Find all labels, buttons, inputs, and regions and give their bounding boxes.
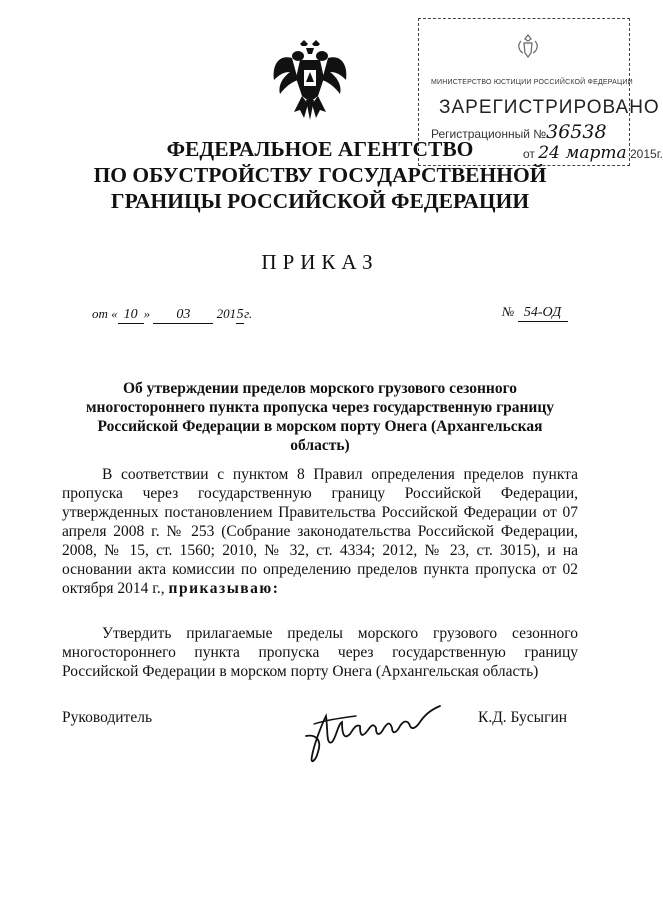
order-date [92, 306, 252, 324]
paragraph-1-text: В соответствии с пунктом 8 Правил определения пределов пункта пропуска через государственную границу Российской Федерации, утвержденных постановлением Правительства Российской Федерации от 07 апреля 2008 г. № 253 (Собрание законодательства Российской Федерации, 2008, № 15, ст. 1560; 2010, № 32, ст. 4334; 2012, № 23, ст. 3015), и на основании акта комиссии по определению пределов пункта пропуска от 02 октября 2014 г., [62, 466, 578, 597]
stamp-year: 2015г. [630, 147, 663, 161]
number-value: 54-ОД [518, 305, 568, 322]
date-month: 03 [153, 307, 213, 324]
date-day: 10 [118, 307, 144, 324]
signatory-name: К.Д. Бусыгин [478, 709, 568, 726]
paragraph-2-text: Утвердить прилагаемые пределы морского грузового сезонного многостороннего пункта пропуска через государственную границу Российской Федерации в морском порту Онега (Архангельская область) [62, 625, 578, 680]
agency-line-2: ПО ОБУСТРОЙСТВУ ГОСУДАРСТВЕННОЙ [93, 163, 547, 187]
order-subject: Об утверждении пределов морского грузового сезонного многостороннего пункта пропуска через государственную границу Российской Федерации в морском порту Онега (Архангельская область) [85, 380, 555, 454]
directive-text: приказываю: [168, 580, 280, 597]
date-year-prefix: 201 [216, 306, 237, 321]
agency-name [60, 136, 580, 214]
date-prefix: от « [92, 306, 118, 321]
signatory-role: Руководитель [62, 709, 153, 726]
document-title: ПРИКАЗ [261, 250, 379, 274]
date-day-close: » [143, 306, 151, 321]
body-paragraph-1 [62, 465, 578, 598]
stamp-date-value: 24 марта [538, 143, 627, 163]
stamp-emblem-icon [513, 31, 543, 61]
double-headed-eagle-emblem-icon [270, 38, 350, 122]
handwritten-signature [296, 694, 446, 774]
order-number [502, 304, 568, 322]
stamp-reg-label: Регистрационный № [431, 127, 547, 141]
stamp-registered-text: ЗАРЕГИСТРИРОВАНО [439, 97, 660, 118]
agency-line-1: ФЕДЕРАЛЬНОЕ АГЕНТСТВО [166, 137, 474, 161]
agency-line-3: ГРАНИЦЫ РОССИЙСКОЙ ФЕДЕРАЦИИ [110, 189, 530, 213]
stamp-ministry-text: МИНИСТЕРСТВО ЮСТИЦИИ РОССИЙСКОЙ ФЕДЕРАЦИИ [431, 79, 633, 86]
body-paragraph-2 [62, 624, 578, 681]
stamp-reg-number: 36538 [546, 121, 607, 143]
number-prefix: № [502, 304, 515, 319]
stamp-date-prefix: от [523, 147, 535, 161]
date-year-digit: 5 [236, 307, 244, 322]
date-year-suffix: г. [244, 306, 253, 321]
